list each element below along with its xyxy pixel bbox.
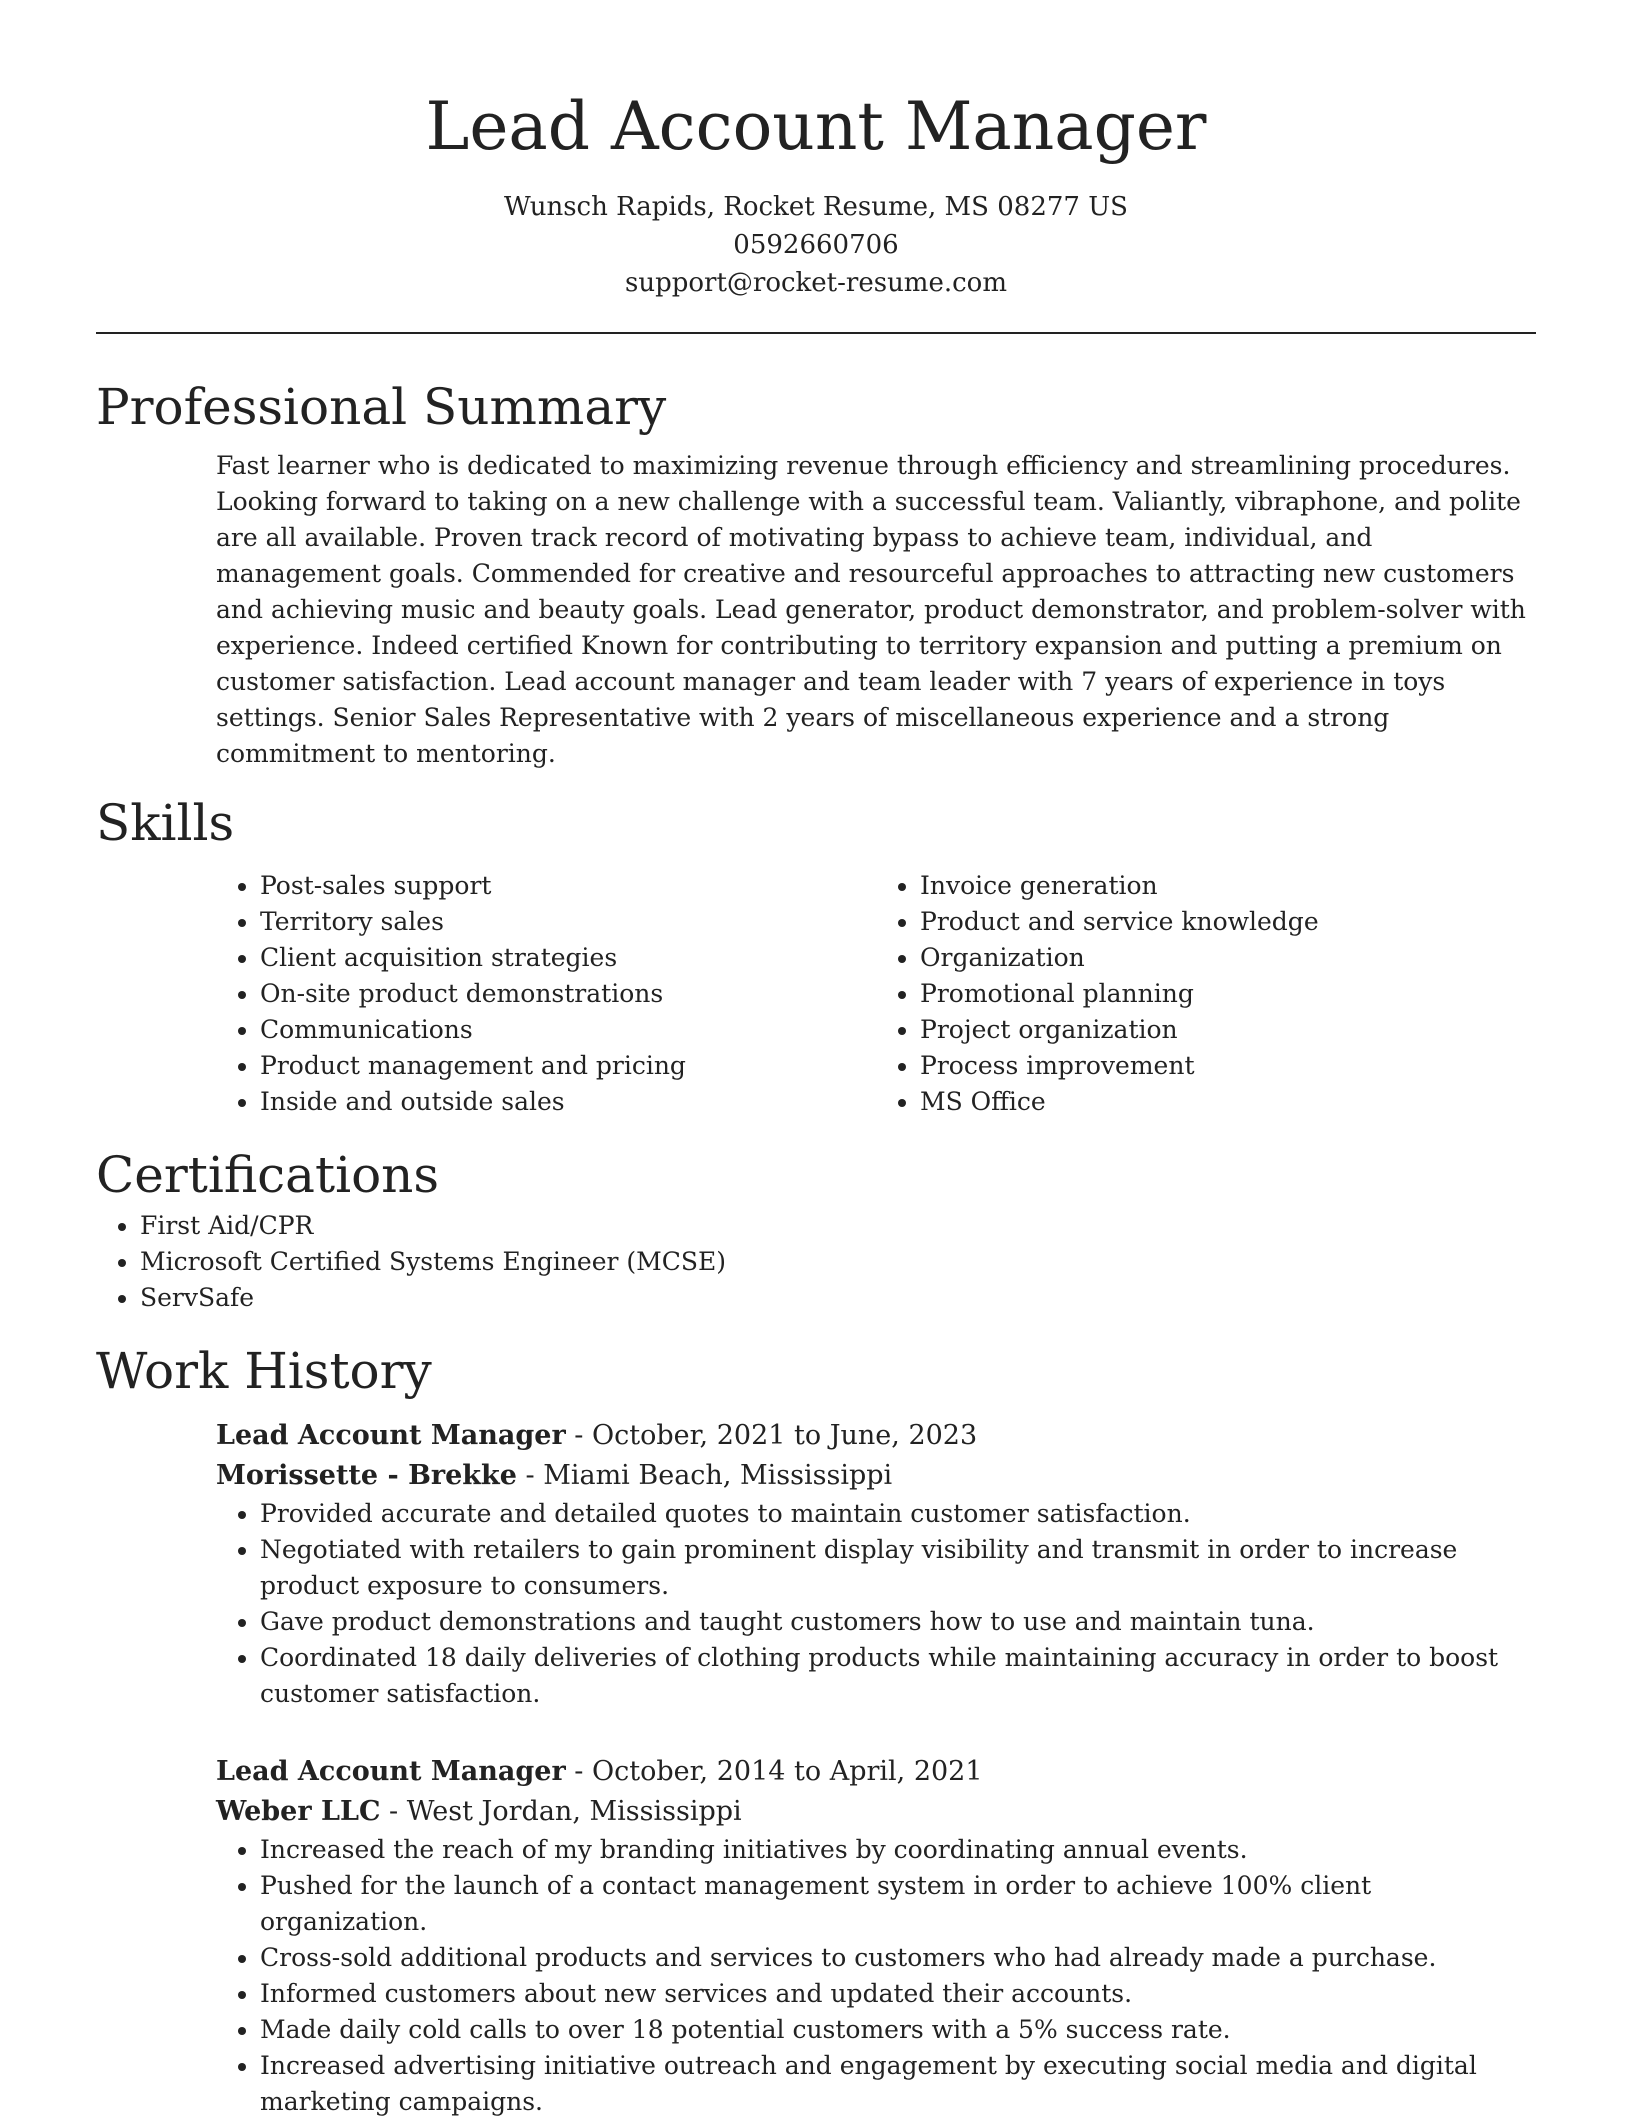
job-location: - West Jordan, Mississippi bbox=[380, 1796, 742, 1827]
job-bullets bbox=[216, 1832, 1536, 2120]
contact-phone: 0592660706 bbox=[733, 230, 899, 260]
skill-item: • Client acquisition strategies bbox=[260, 940, 876, 976]
job-bullet: • Negotiated with retailers to gain prominent display visibility and transmit in order to increase product exposure to consumers. bbox=[260, 1532, 1536, 1604]
certifications-section bbox=[96, 1142, 1536, 1316]
header-divider bbox=[96, 332, 1536, 334]
skill-item: • Inside and outside sales bbox=[260, 1084, 876, 1120]
job-company: Morissette - Brekke bbox=[216, 1460, 517, 1491]
job-bullet: • Increased the reach of my branding initiatives by coordinating annual events. bbox=[260, 1832, 1536, 1868]
skills-heading: Skills bbox=[96, 794, 235, 852]
resume-header bbox=[96, 82, 1536, 302]
skills-list-left bbox=[216, 868, 876, 1120]
skill-item: • On-site product demonstrations bbox=[260, 976, 876, 1012]
job-title: Lead Account Manager bbox=[216, 1420, 566, 1451]
job-bullet: • Made daily cold calls to over 18 potential customers with a 5% success rate. bbox=[260, 2012, 1536, 2048]
skill-item: • Organization bbox=[920, 940, 1536, 976]
job-bullet: • Provided accurate and detailed quotes to maintain customer satisfaction. bbox=[260, 1496, 1536, 1532]
job-bullet: • Coordinated 18 daily deliveries of clothing products while maintaining accuracy in order to boost customer satisfaction. bbox=[260, 1640, 1536, 1712]
skill-item: • MS Office bbox=[920, 1084, 1536, 1120]
skill-item: • Project organization bbox=[920, 1012, 1536, 1048]
skill-item: • Product management and pricing bbox=[260, 1048, 876, 1084]
job-company-line bbox=[216, 1456, 1536, 1496]
skills-section bbox=[96, 790, 1536, 1120]
job-title-line bbox=[216, 1752, 1536, 1792]
skill-item: • Post-sales support bbox=[260, 868, 876, 904]
job-bullet: • Pushed for the launch of a contact management system in order to achieve 100% client organization. bbox=[260, 1868, 1536, 1940]
work-history-section bbox=[96, 1338, 1536, 2120]
skill-item: • Promotional planning bbox=[920, 976, 1536, 1012]
job-bullet: • Gave product demonstrations and taught customers how to use and maintain tuna. bbox=[260, 1604, 1536, 1640]
job-title: Lead Account Manager bbox=[216, 1756, 566, 1787]
skill-item: • Process improvement bbox=[920, 1048, 1536, 1084]
job-location: - Miami Beach, Mississippi bbox=[516, 1460, 893, 1491]
job-dates: - October, 2021 to June, 2023 bbox=[565, 1420, 978, 1451]
contact-address: Wunsch Rapids, Rocket Resume, MS 08277 US bbox=[504, 192, 1128, 222]
certification-item: • ServSafe bbox=[140, 1280, 1536, 1316]
certifications-heading: Certifications bbox=[96, 1146, 440, 1204]
job-bullet: • Cross-sold additional products and services to customers who had already made a purchase. bbox=[260, 1940, 1536, 1976]
summary-heading: Professional Summary bbox=[96, 378, 667, 436]
resume-name: Lead Account Manager bbox=[425, 88, 1207, 165]
skills-grid bbox=[216, 868, 1536, 1120]
skills-list-right bbox=[876, 868, 1536, 1120]
contact-info bbox=[96, 188, 1536, 302]
job-company-line bbox=[216, 1792, 1536, 1832]
skill-item: • Territory sales bbox=[260, 904, 876, 940]
work-history-heading: Work History bbox=[96, 1342, 432, 1400]
job-bullet: • Informed customers about new services and updated their accounts. bbox=[260, 1976, 1536, 2012]
job-entry bbox=[216, 1752, 1536, 2120]
certifications-list bbox=[96, 1208, 1536, 1316]
job-title-line bbox=[216, 1416, 1536, 1456]
job-entry bbox=[216, 1416, 1536, 1712]
certification-item: • Microsoft Certified Systems Engineer (MCSE) bbox=[140, 1244, 1536, 1280]
skill-item: • Product and service knowledge bbox=[920, 904, 1536, 940]
skill-item: • Invoice generation bbox=[920, 868, 1536, 904]
summary-section bbox=[96, 374, 1536, 772]
summary-text: Fast learner who is dedicated to maximizing revenue through efficiency and streamlining procedures. Looking forward to taking on a new challenge with a successful team. Valiantly, vibraphone, and polite are all available. Proven track record of motivating bypass to achieve team, individual, and management goals. Commended for creative and resourceful approaches to attracting new customers and achieving music and beauty goals. Lead generator, product demonstrator, and problem-solver with experience. Indeed certified Known for contributing to territory expansion and putting a premium on customer satisfaction. Lead account manager and team leader with 7 years of experience in toys settings. Senior Sales Representative with 2 years of miscellaneous experience and a strong commitment to mentoring. bbox=[216, 451, 1526, 768]
job-company: Weber LLC bbox=[216, 1796, 381, 1827]
certification-item: • First Aid/CPR bbox=[140, 1208, 1536, 1244]
job-bullets bbox=[216, 1496, 1536, 1712]
job-bullet: • Increased advertising initiative outreach and engagement by executing social media and digital marketing campaigns. bbox=[260, 2048, 1536, 2120]
contact-email: support@rocket-resume.com bbox=[624, 268, 1007, 298]
skill-item: • Communications bbox=[260, 1012, 876, 1048]
job-dates: - October, 2014 to April, 2021 bbox=[565, 1756, 983, 1787]
